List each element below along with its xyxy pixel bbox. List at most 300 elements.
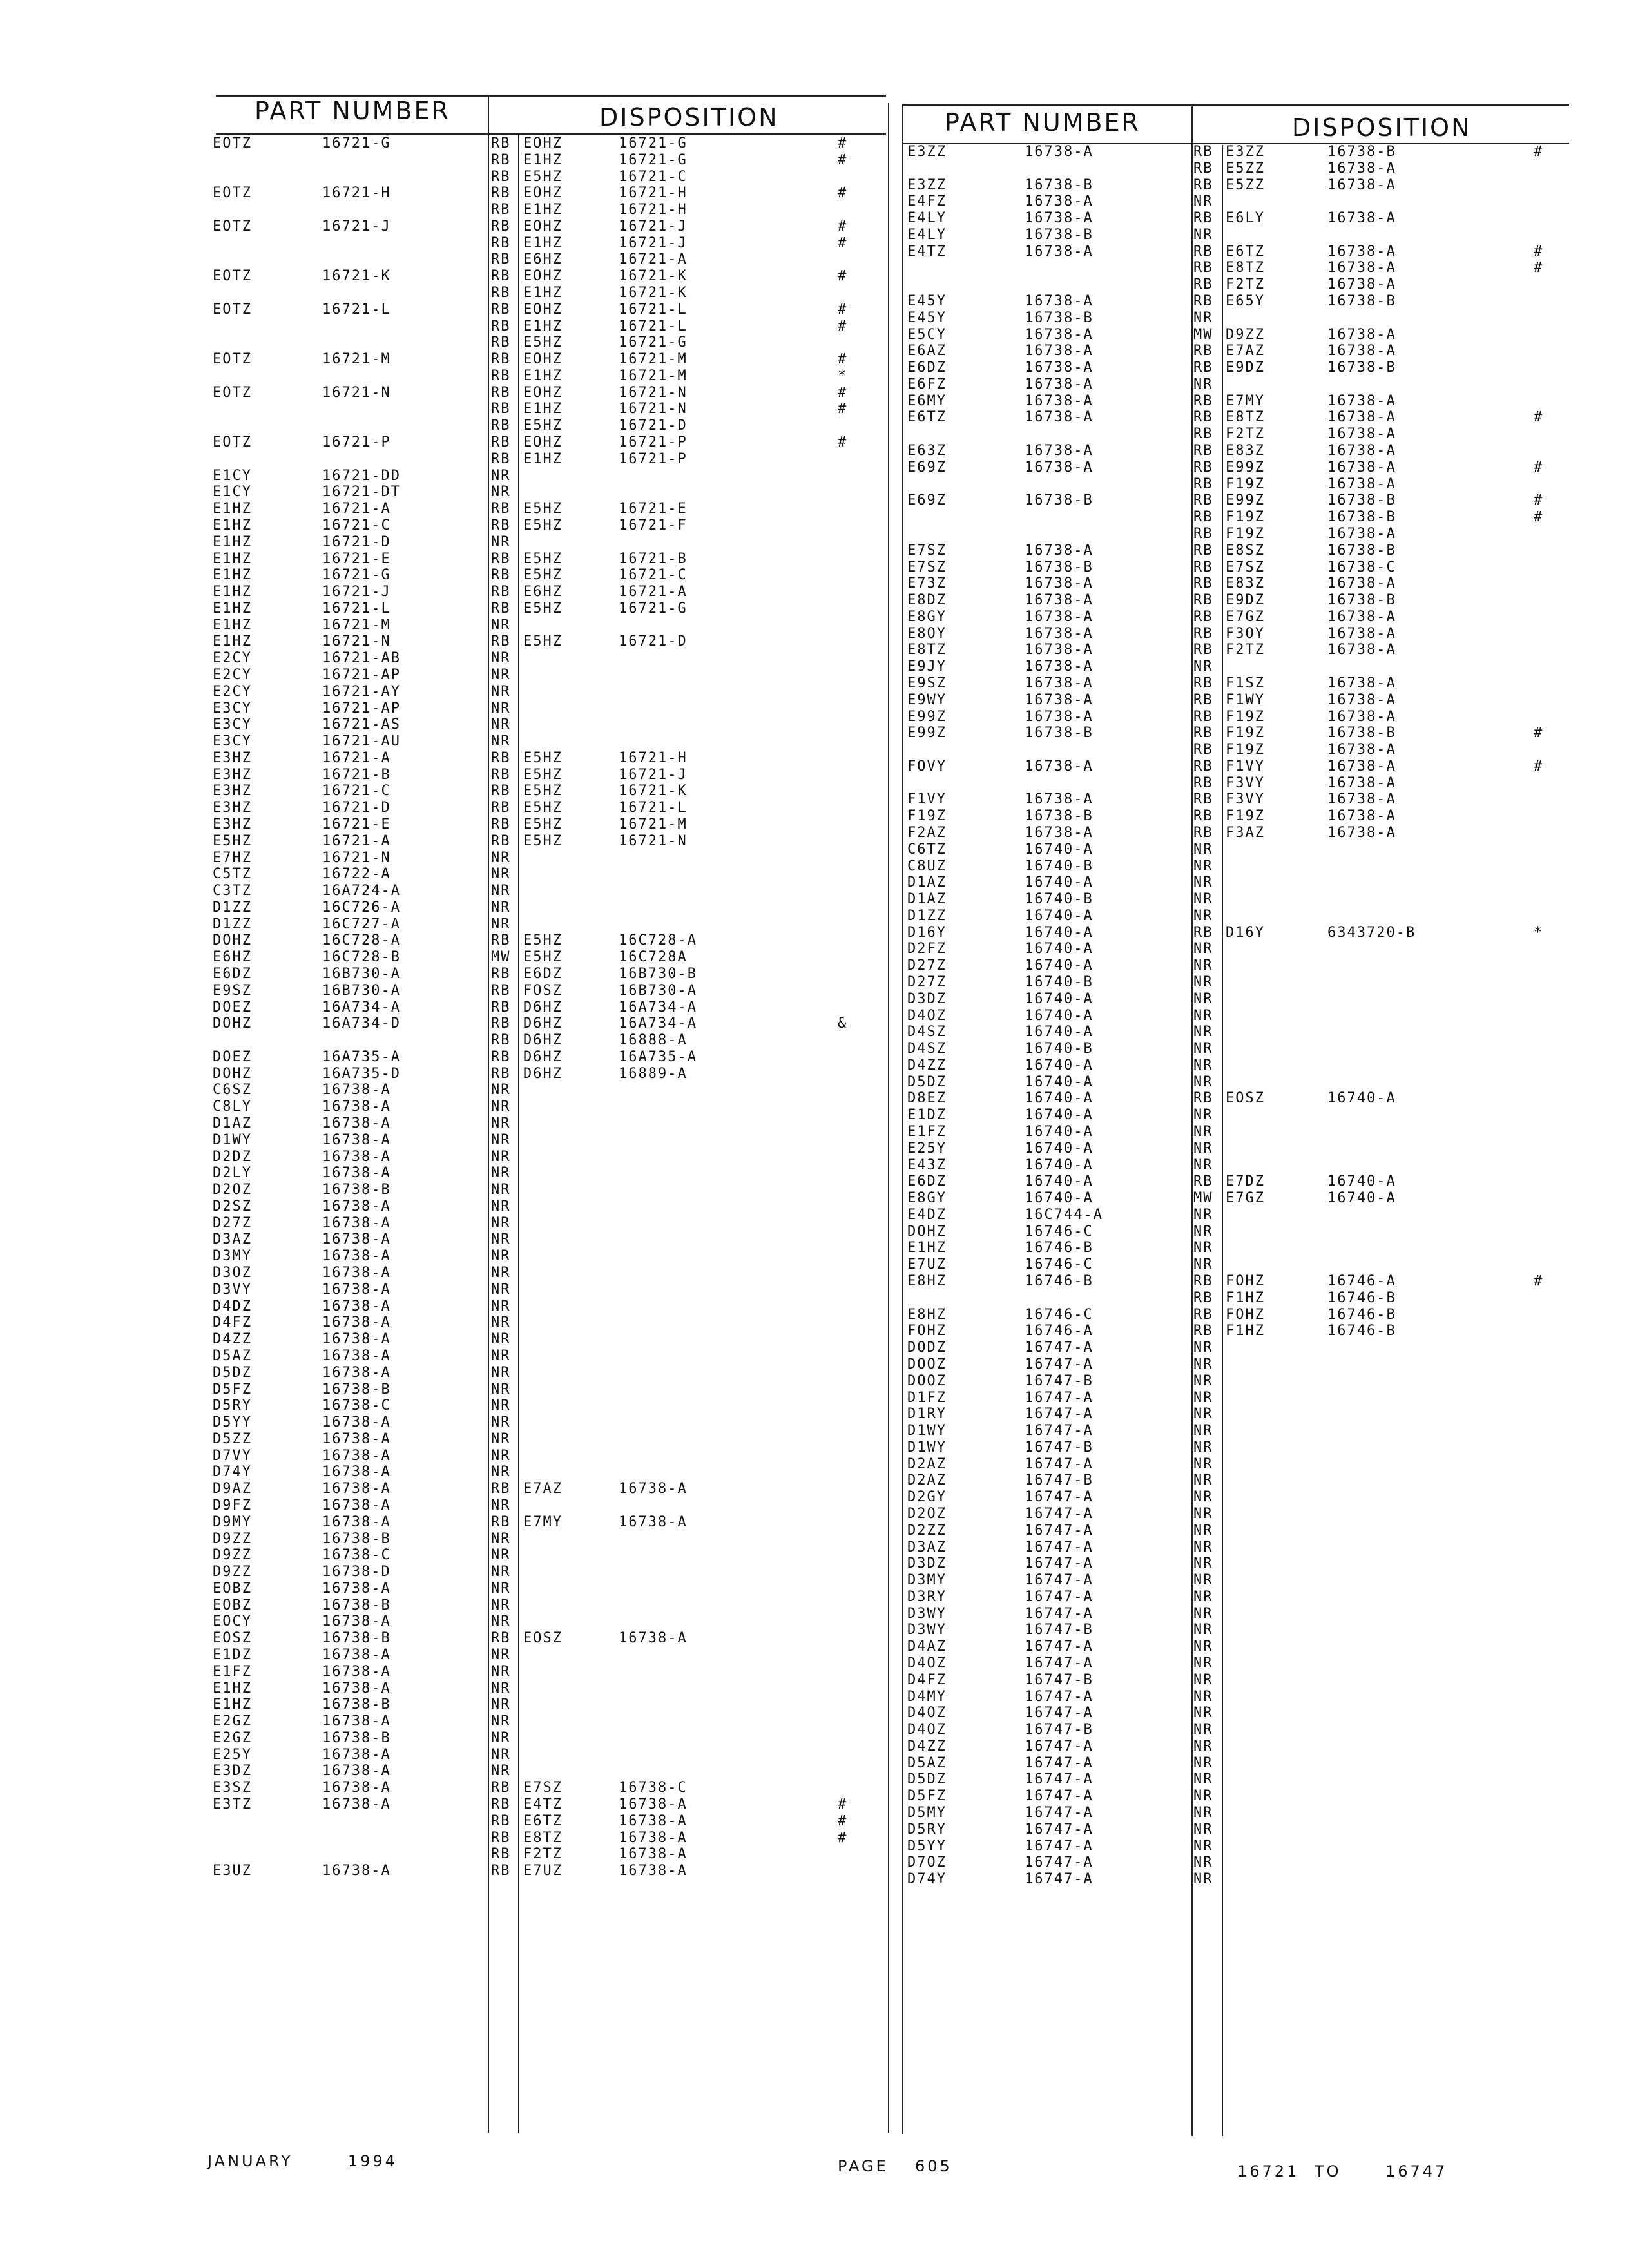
disposition-code: RB [1193,691,1213,708]
disposition-code: RB [1193,791,1213,808]
part-prefix: E3CY [213,716,252,733]
disposition-code: NR [491,1663,511,1680]
part-prefix: DODZ [907,1340,947,1356]
disposition-code: NR [1193,1539,1213,1555]
table-row [0,1788,1611,1804]
part-prefix: D4ZZ [907,1738,947,1754]
table-row [0,1273,1611,1289]
part-number: 16746-B [1025,1273,1094,1290]
part-number: 16738-A [1025,675,1094,691]
part-prefix: D2LY [213,1165,252,1182]
note-flag: # [1534,409,1544,426]
disposition-code: RB [491,1514,511,1530]
disposition-code: NR [491,899,511,916]
part-prefix: D9FZ [213,1497,252,1514]
part-number: 16747-A [1025,1754,1094,1771]
part-prefix: E9SZ [213,982,252,999]
part-number: 16747-A [1025,1572,1094,1589]
disposition-code: RB [491,749,511,766]
part-prefix: D3WY [907,1622,947,1639]
replacement-number: 16721-K [619,285,688,302]
part-number: 16740-A [1025,1107,1094,1124]
disposition-code: NR [1193,1057,1213,1073]
part-number: 16747-A [1025,1821,1094,1838]
replacement-prefix: E6DZ [523,966,563,982]
part-number: 16721-L [322,301,391,318]
disposition-code: RB [491,766,511,783]
disposition-code: NR [491,683,511,700]
table-row [0,991,1611,1007]
disposition-code: NR [1193,990,1213,1007]
disposition-code: RB [1193,575,1213,592]
replacement-prefix: F3AZ [1226,824,1265,841]
disposition-code: NR [1193,1622,1213,1639]
part-prefix: E43Z [907,1157,947,1173]
replacement-prefix: F1HZ [1226,1289,1265,1306]
footer-page-number: 605 [915,2157,952,2175]
disposition-code: NR [1193,891,1213,908]
part-number: 16747-A [1025,1738,1094,1754]
part-number: 16747-A [1025,1423,1094,1439]
left-part-number-header: PART NUMBER [255,97,450,125]
disposition-code: NR [1193,226,1213,243]
table-row [0,1373,1611,1389]
part-number: 16738-A [1025,443,1094,459]
part-prefix: D4SZ [907,1041,947,1057]
replacement-prefix: E7GZ [1226,1190,1265,1207]
table-row [0,1190,1611,1206]
disposition-code: RB [1193,1323,1213,1340]
part-prefix: E7SZ [907,542,947,559]
disposition-code: NR [491,1298,511,1314]
replacement-number: 16721-F [619,517,688,533]
disposition-code: NR [1193,1555,1213,1572]
part-number: 16721-H [322,185,391,202]
replacement-prefix: E4TZ [523,1796,563,1812]
disposition-code: NR [491,1265,511,1282]
part-number: 16747-A [1025,1406,1094,1423]
part-number: 16721-C [322,783,391,800]
disposition-code: NR [491,1398,511,1414]
replacement-number: 16888-A [619,1032,688,1049]
table-row [0,343,1611,359]
table-row [0,193,1611,209]
disposition-code: NR [1193,1489,1213,1506]
part-prefix: E8HZ [907,1273,947,1290]
part-number: 16721-AB [322,650,401,667]
part-number: 16738-C [322,1398,391,1414]
table-row [0,310,1611,326]
replacement-prefix: E5HZ [523,832,563,849]
part-prefix: D2ZZ [907,1522,947,1539]
replacement-number: 16738-A [1327,426,1396,443]
disposition-code: NR [1193,941,1213,957]
part-number: 16721-M [322,617,391,633]
part-prefix: E3HZ [213,800,252,816]
table-row [0,160,1611,177]
disposition-code: RB [491,218,511,235]
table-row [0,1871,1611,1887]
table-row [0,925,1611,941]
replacement-prefix: E5ZZ [1226,177,1265,193]
part-prefix: C8UZ [907,858,947,874]
part-number: 16747-B [1025,1439,1094,1456]
disposition-code: RB [1193,1090,1213,1107]
disposition-code: NR [491,666,511,683]
right-disposition-header: DISPOSITION [1292,113,1472,142]
disposition-code: RB [491,434,511,451]
disposition-code: RB [491,1032,511,1049]
disposition-code: RB [491,202,511,218]
top-rule-right [902,104,1569,106]
disposition-code: NR [491,1198,511,1215]
replacement-number: 16738-A [619,1863,688,1879]
replacement-number: 16889-A [619,1065,688,1082]
part-number: 16747-A [1025,1555,1094,1572]
table-row [0,1539,1611,1555]
part-prefix: D27Z [907,957,947,974]
disposition-code: NR [1193,376,1213,392]
disposition-code: RB [491,816,511,832]
table-row [0,227,1611,243]
replacement-number: 16721-H [619,749,688,766]
disposition-code: NR [491,1497,511,1514]
part-number: 16721-D [322,800,391,816]
replacement-number: 16721-G [619,600,688,617]
part-number: 16B730-A [322,966,401,982]
replacement-number: 16738-A [1327,392,1396,409]
replacement-number: 16738-B [1327,542,1396,559]
table-row [0,1456,1611,1472]
part-prefix: D2FZ [907,941,947,957]
disposition-code: RB [1193,293,1213,310]
replacement-prefix: EOHZ [523,351,563,368]
disposition-code: RB [491,384,511,401]
part-prefix: F19Z [907,808,947,825]
replacement-number: 16721-P [619,450,688,467]
disposition-code: NR [491,1464,511,1481]
disposition-code: RB [491,1015,511,1032]
table-row [0,244,1611,260]
table-row [0,758,1611,774]
part-prefix: DOEZ [213,1048,252,1065]
table-row [0,1854,1611,1870]
part-number: 16747-A [1025,1655,1094,1671]
table-row [0,675,1611,691]
disposition-code: MW [1193,326,1213,343]
note-flag: # [838,301,848,318]
table-row [0,1439,1611,1456]
table-row [0,409,1611,425]
note-flag: # [838,151,848,168]
replacement-number: 16738-A [1327,625,1396,642]
part-number: 16C727-A [322,916,401,932]
part-prefix: D2OZ [213,1182,252,1198]
part-prefix: E1HZ [213,550,252,567]
replacement-prefix: E8TZ [1226,260,1265,276]
replacement-prefix: F19Z [1226,525,1265,542]
replacement-number: 16738-A [1327,476,1396,492]
disposition-code: NR [1193,1206,1213,1223]
table-row [0,443,1611,459]
table-row [0,1323,1611,1339]
table-row [0,791,1611,807]
part-prefix: E1HZ [213,517,252,533]
table-row [0,144,1611,160]
part-prefix: E3UZ [213,1863,252,1879]
replacement-prefix: E1HZ [523,450,563,467]
replacement-prefix: EOHZ [523,384,563,401]
disposition-code: RB [491,800,511,816]
part-prefix: E9SZ [907,675,947,691]
replacement-prefix: F3OY [1226,625,1265,642]
part-number: 16738-A [322,1281,391,1298]
disposition-code: RB [491,501,511,517]
disposition-code: NR [491,1613,511,1630]
replacement-number: 16721-K [619,268,688,285]
disposition-code: NR [491,1281,511,1298]
replacement-prefix: E7AZ [1226,343,1265,360]
table-row [0,260,1611,276]
disposition-code: RB [491,168,511,185]
disposition-code: NR [1193,1456,1213,1472]
table-row [0,908,1611,924]
part-number: 16747-A [1025,1539,1094,1555]
part-prefix: E6DZ [213,966,252,982]
part-prefix: E8TZ [907,642,947,658]
replacement-prefix: E5HZ [523,800,563,816]
part-number: 16721-AP [322,700,401,716]
part-number: 16738-B [322,1630,391,1647]
part-number: 16740-A [1025,874,1094,891]
part-prefix: D3AZ [907,1539,947,1555]
replacement-prefix: E1HZ [523,285,563,302]
part-number: 16738-A [1025,592,1094,609]
replacement-number: 16721-P [619,434,688,451]
part-number: 16738-A [322,1746,391,1763]
replacement-number: 16746-B [1327,1323,1396,1340]
replacement-number: 16738-A [1327,210,1396,227]
part-number: 16C744-A [1025,1206,1103,1223]
disposition-code: NR [491,849,511,866]
replacement-number: 16721-A [619,584,688,601]
table-row [0,808,1611,824]
disposition-code: RB [1193,1173,1213,1190]
note-flag: # [838,1796,848,1812]
table-row [0,327,1611,343]
part-number: 16738-A [1025,144,1094,160]
replacement-prefix: EOHZ [523,218,563,235]
part-number: 16738-B [1025,559,1094,575]
part-prefix: E1CY [213,484,252,501]
disposition-code: NR [1193,1256,1213,1273]
table-row [0,957,1611,974]
part-number: 16738-A [322,1646,391,1663]
part-prefix: D5YY [213,1414,252,1431]
replacement-prefix: E6LY [1226,210,1265,227]
part-number: 16738-A [322,1248,391,1265]
part-number: 16747-A [1025,1456,1094,1472]
replacement-prefix: E1HZ [523,235,563,251]
disposition-code: NR [491,1231,511,1248]
disposition-code: NR [491,733,511,750]
table-row [0,874,1611,890]
table-row [0,1340,1611,1356]
part-prefix: E9JY [907,658,947,675]
part-prefix: D2DZ [213,1148,252,1165]
part-number: 16721-N [322,633,391,650]
disposition-code: NR [491,700,511,716]
part-number: 16C728-A [322,932,401,949]
disposition-code: NR [491,1564,511,1581]
part-number: 16721-DT [322,484,401,501]
disposition-code: RB [1193,725,1213,742]
disposition-code: RB [491,999,511,1015]
part-prefix: E8GY [907,1190,947,1207]
table-row [0,1622,1611,1638]
disposition-code: NR [491,1082,511,1099]
table-row [0,742,1611,758]
replacement-number: 16721-H [619,202,688,218]
part-number: 16721-G [322,567,391,584]
replacement-prefix: F19Z [1226,808,1265,825]
part-prefix: D2OZ [907,1505,947,1522]
disposition-code: RB [491,1780,511,1796]
table-row [0,825,1611,841]
disposition-code: RB [491,151,511,168]
replacement-number: 16721-G [619,334,688,351]
disposition-code: NR [1193,1439,1213,1456]
replacement-number: 16740-A [1327,1173,1396,1190]
replacement-number: 16740-A [1327,1190,1396,1207]
part-prefix: D27Z [213,1215,252,1231]
disposition-code: RB [1193,774,1213,791]
part-number: 16738-A [322,1115,391,1132]
replacement-prefix: E5HZ [523,932,563,949]
disposition-code: RB [491,550,511,567]
table-row [0,1090,1611,1106]
part-number: 16738-A [322,1763,391,1780]
replacement-number: 16738-A [1327,525,1396,542]
disposition-code: RB [1193,392,1213,409]
part-prefix: EOCY [213,1613,252,1630]
disposition-code: RB [1193,476,1213,492]
replacement-prefix: E5ZZ [1226,160,1265,177]
disposition-code: NR [491,716,511,733]
table-row [0,543,1611,559]
replacement-prefix: F2TZ [523,1846,563,1863]
part-number: 16747-A [1025,1605,1094,1622]
disposition-code: NR [1193,1372,1213,1389]
part-prefix: E1HZ [213,501,252,517]
part-prefix: E2GZ [213,1729,252,1746]
part-prefix: D4OZ [907,1655,947,1671]
part-prefix: D3OZ [213,1265,252,1282]
footer-page-label: PAGE [838,2157,889,2175]
part-number: 16738-B [1025,226,1094,243]
part-prefix: E3DZ [213,1763,252,1780]
part-number: 16738-A [322,1215,391,1231]
note-flag: # [1534,509,1544,526]
disposition-code: NR [491,1430,511,1447]
table-row [0,1755,1611,1771]
part-prefix: E3ZZ [907,144,947,160]
part-prefix: E25Y [907,1140,947,1157]
replacement-number: 16738-A [1327,575,1396,592]
footer-range-to-label: TO [1315,2162,1342,2180]
part-prefix: EOTZ [213,185,252,202]
replacement-number: 16721-L [619,800,688,816]
part-number: 16738-A [322,1331,391,1348]
disposition-code: NR [1193,907,1213,924]
replacement-prefix: E8SZ [1226,542,1265,559]
table-row [0,891,1611,907]
disposition-code: RB [1193,758,1213,774]
replacement-prefix: E99Z [1226,459,1265,476]
replacement-number: 16738-A [1327,691,1396,708]
part-number: 16738-A [1025,791,1094,808]
part-prefix: EOTZ [213,135,252,151]
table-row [0,709,1611,725]
replacement-prefix: E5HZ [523,766,563,783]
disposition-code: NR [491,883,511,899]
table-row [0,1506,1611,1522]
part-prefix: D5ZZ [213,1430,252,1447]
disposition-code: RB [491,1829,511,1846]
replacement-prefix: E5HZ [523,749,563,766]
disposition-code: NR [491,1729,511,1746]
table-row [0,725,1611,741]
part-number: 16740-A [1025,907,1094,924]
part-number: 16721-N [322,384,391,401]
part-number: 16738-B [1025,808,1094,825]
disposition-code: NR [1193,1771,1213,1788]
part-prefix: D3DZ [907,990,947,1007]
note-flag: * [838,367,848,384]
replacement-prefix: E5HZ [523,501,563,517]
note-flag: # [838,1829,848,1846]
replacement-number: 16738-A [1327,808,1396,825]
replacement-prefix: E5HZ [523,550,563,567]
replacement-number: 16721-L [619,318,688,334]
part-prefix: E45Y [907,309,947,326]
part-number: 16738-D [322,1564,391,1581]
part-number: 16738-A [1025,708,1094,725]
disposition-code: NR [1193,974,1213,990]
disposition-code: NR [491,1547,511,1564]
part-prefix: E6AZ [907,343,947,360]
part-prefix: E1HZ [213,600,252,617]
part-number: 16738-A [1025,642,1094,658]
part-prefix: E1HZ [213,1696,252,1713]
replacement-prefix: E5HZ [523,168,563,185]
part-prefix: DOHZ [907,1223,947,1240]
disposition-code: RB [491,251,511,268]
part-number: 16740-A [1025,841,1094,858]
replacement-number: 16738-A [1327,409,1396,426]
disposition-code: NR [491,866,511,883]
part-prefix: E8OY [907,625,947,642]
disposition-code: NR [491,1646,511,1663]
part-prefix: C8LY [213,1099,252,1115]
replacement-number: 16721-J [619,218,688,235]
table-row [0,1024,1611,1040]
disposition-code: NR [491,1696,511,1713]
part-prefix: E1FZ [213,1663,252,1680]
disposition-code: NR [1193,1505,1213,1522]
disposition-code: NR [1193,1340,1213,1356]
replacement-number: 16738-A [619,1812,688,1829]
